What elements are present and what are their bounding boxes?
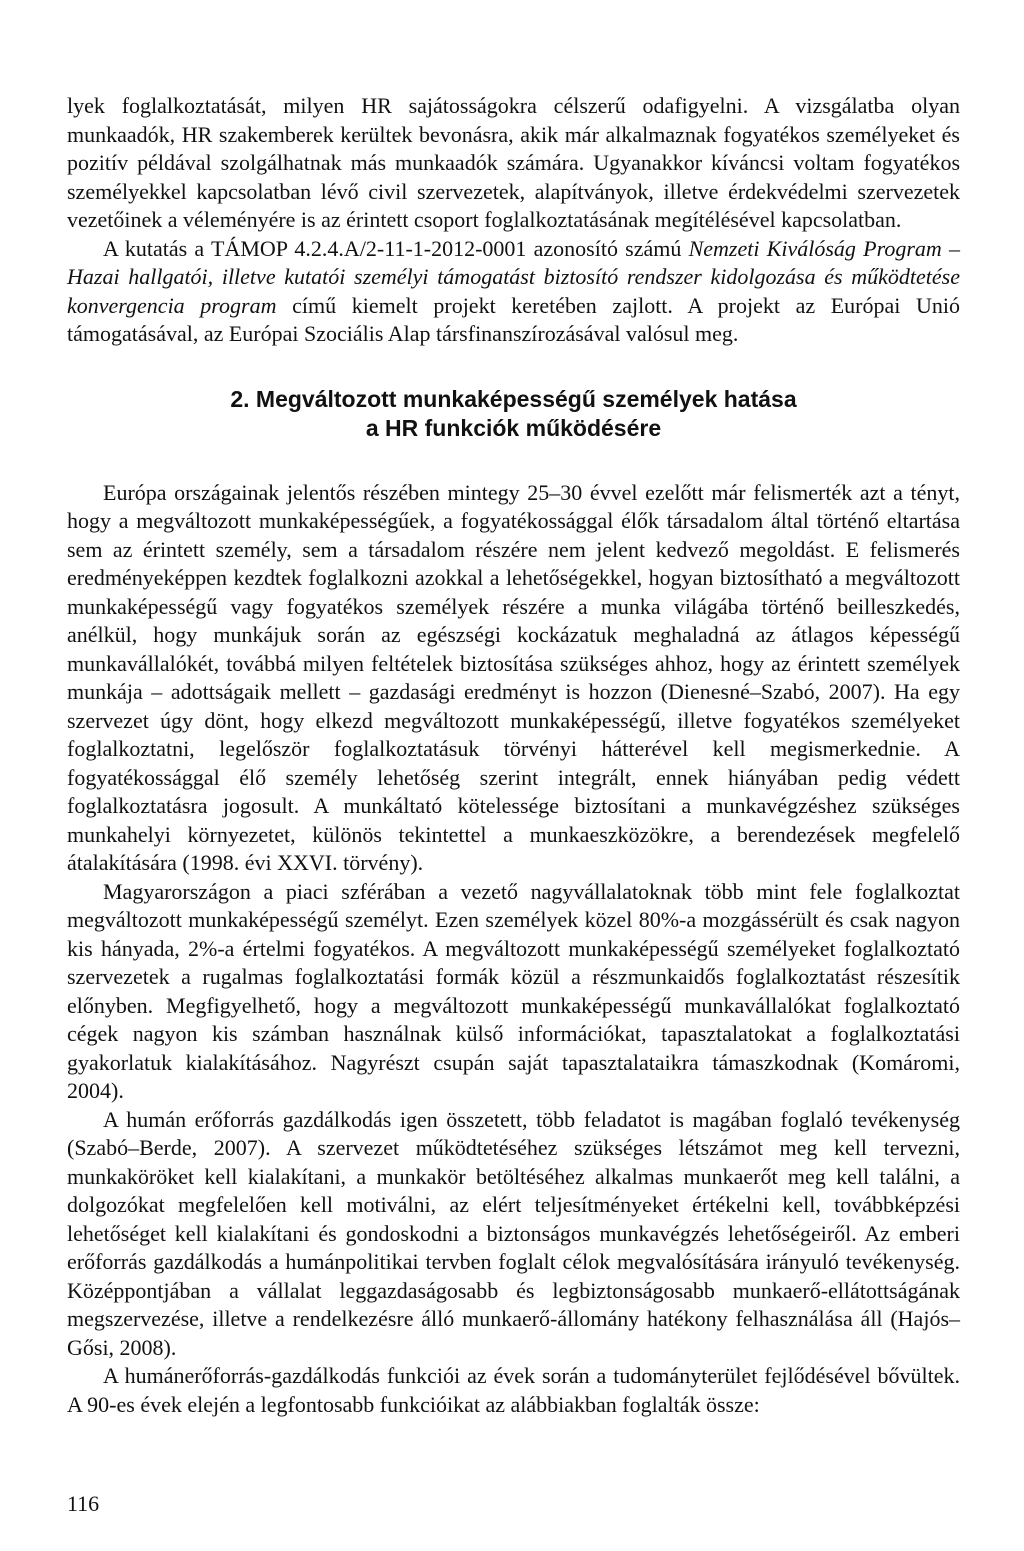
- paragraph-hr-functions: A humánerőforrás-gazdálkodás funkciói az évek során a tudományterület fejlődésével bővültek. A 90-es évek elején a legfontosabb funkcióikat az alábbiakban foglalták össze:: [67, 1363, 960, 1417]
- section-heading-line-2: a HR funkciók működésére: [365, 414, 662, 441]
- paragraph-hungary: Magyarországon a piaci szférában a vezető nagyvállalatoknak több mint fele foglalkoztat megváltozott munkaképességű személyt. Ezen személyek közel 80%-a mozgássérült és csak nagyon kis hányada, 2%-a értelmi fogyatékos. A megváltozott munkaképességű személyeket foglalkoztató szervezetek a rugalmas foglalkoztatási formák közül a részmunkaidős foglalkoztatást részesítik előnyben. Megfigyelhető, hogy a megváltozott munkaképességű munkavállalókat foglalkoztató cégek nagyon kis számban használnak külső információkat, tapasztalatokat a foglalkoztatási gyakorlatuk kialakításához. Nagyrészt csupán saját tapasztalataikra támaszkodnak (Komáromi, 2004).: [67, 878, 960, 1103]
- paragraph-europe: Európa országainak jelentős részében mintegy 25–30 évvel ezelőtt már felismerték azt a tényt, hogy a megváltozott munkaképességűek, a fogyatékossággal élők társadalom által történő eltartása sem az érintett személy, sem a társadalom részére nem jelent kedvező megoldást. E felismerés eredményeképpen kezdtek foglalkozni azokkal a lehetőségekkel, hogyan biztosítható a megváltozott munkaképességű vagy fogyatékos személyek részére a munka világába történő beilleszkedés, anélkül, hogy munkájuk során az egészségi kockázatuk meghaladná az átlagos képességű munkavállalókét, továbbá milyen feltételek biztosítása szükséges ahhoz, hogy az érintett személyek munkája – adottságaik mellett – gazdasági eredményt is hozzon (Dienesné–Szabó, 2007). Ha egy szervezet úgy dönt, hogy elkezd megváltozott munkaképességű, illetve fogyatékos személyeket foglalkoztatni, legelőször foglalkoztatásuk törvényi hátterével kell megismerkednie. A fogyatékossággal élő személy lehetőség szerint integrált, ennek hiányában pedig védett foglalkoztatásra jogosult. A munkáltató kötelessége biztosítani a munkavégzéshez szükséges munkahelyi környezetet, különös tekintettel a munkaeszközökre, a berendezések megfelelő átalakítására (1998. évi XXVI. törvény).: [67, 479, 960, 875]
- paragraph-intro: lyek foglalkoztatását, milyen HR sajátosságokra célszerű odafigyelni. A vizsgálatba olyan munkaadók, HR szakemberek kerültek bevonásra, akik már alkalmaznak fogyatékos személyeket és pozitív példával szolgálhatnak más munkaadók számára. Ugyanakkor kíváncsi voltam fogyatékos személyekkel kapcsolatban lévő civil szervezetek, alapítványok, illetve érdekvédelmi szervezetek vezetőinek a véleményére is az érintett csoport foglalkoztatásának megítélésével kapcsolatban.: [67, 93, 960, 232]
- page-number: 116: [67, 1491, 100, 1516]
- paragraph-hr-management: A humán erőforrás gazdálkodás igen összetett, több feladatot is magában foglaló tevékenység (Szabó–Berde, 2007). A szervezet működtetéséhez szükséges létszámot meg kell tervezni, munkaköröket kell kialakítani, a munkakör betöltéséhez alkalmas munkaerőt meg kell találni, a dolgozókat megfelelően kell motiválni, az elért teljesítményeket értékelni kell, továbbképzési lehetőséget kell kialakítani és gondoskodni a biztonságos munkavégzés lehetőségeiről. Az emberi erőforrás gazdálkodás a humánpolitikai tervben foglalt célok megvalósítására irányuló tevékenység. Középpontjában a vállalat leggazdaságosabb és legbiztonságosabb munkaerő-ellátottságának megszervezése, illetve a rendelkezésre álló munkaerő-állomány hatékony felhasználása áll (Hajós–Gősi, 2008).: [67, 1106, 960, 1360]
- project-text-start: A kutatás a TÁMOP 4.2.4.A/2-11-1-2012-0001 azonosító számú: [103, 235, 689, 261]
- section-heading-line-1: 2. Megváltozott munkaképességű személyek hatása: [230, 385, 797, 412]
- paragraph-project-funding: [67, 235, 960, 349]
- program-title: Nemzeti Kiválóság Program – Hazai hallgatói, illetve kutatói személyi támogatást biztosító rendszer kidolgozása és működtetése konvergencia program: [67, 235, 961, 318]
- page-body: [67, 92, 960, 1419]
- section-heading: [67, 385, 960, 443]
- project-text-end: című kiemelt projekt keretében zajlott. A projekt az Európai Unió támogatásával, az Európai Szociális Alap társfinanszírozásával valósul meg.: [67, 292, 960, 346]
